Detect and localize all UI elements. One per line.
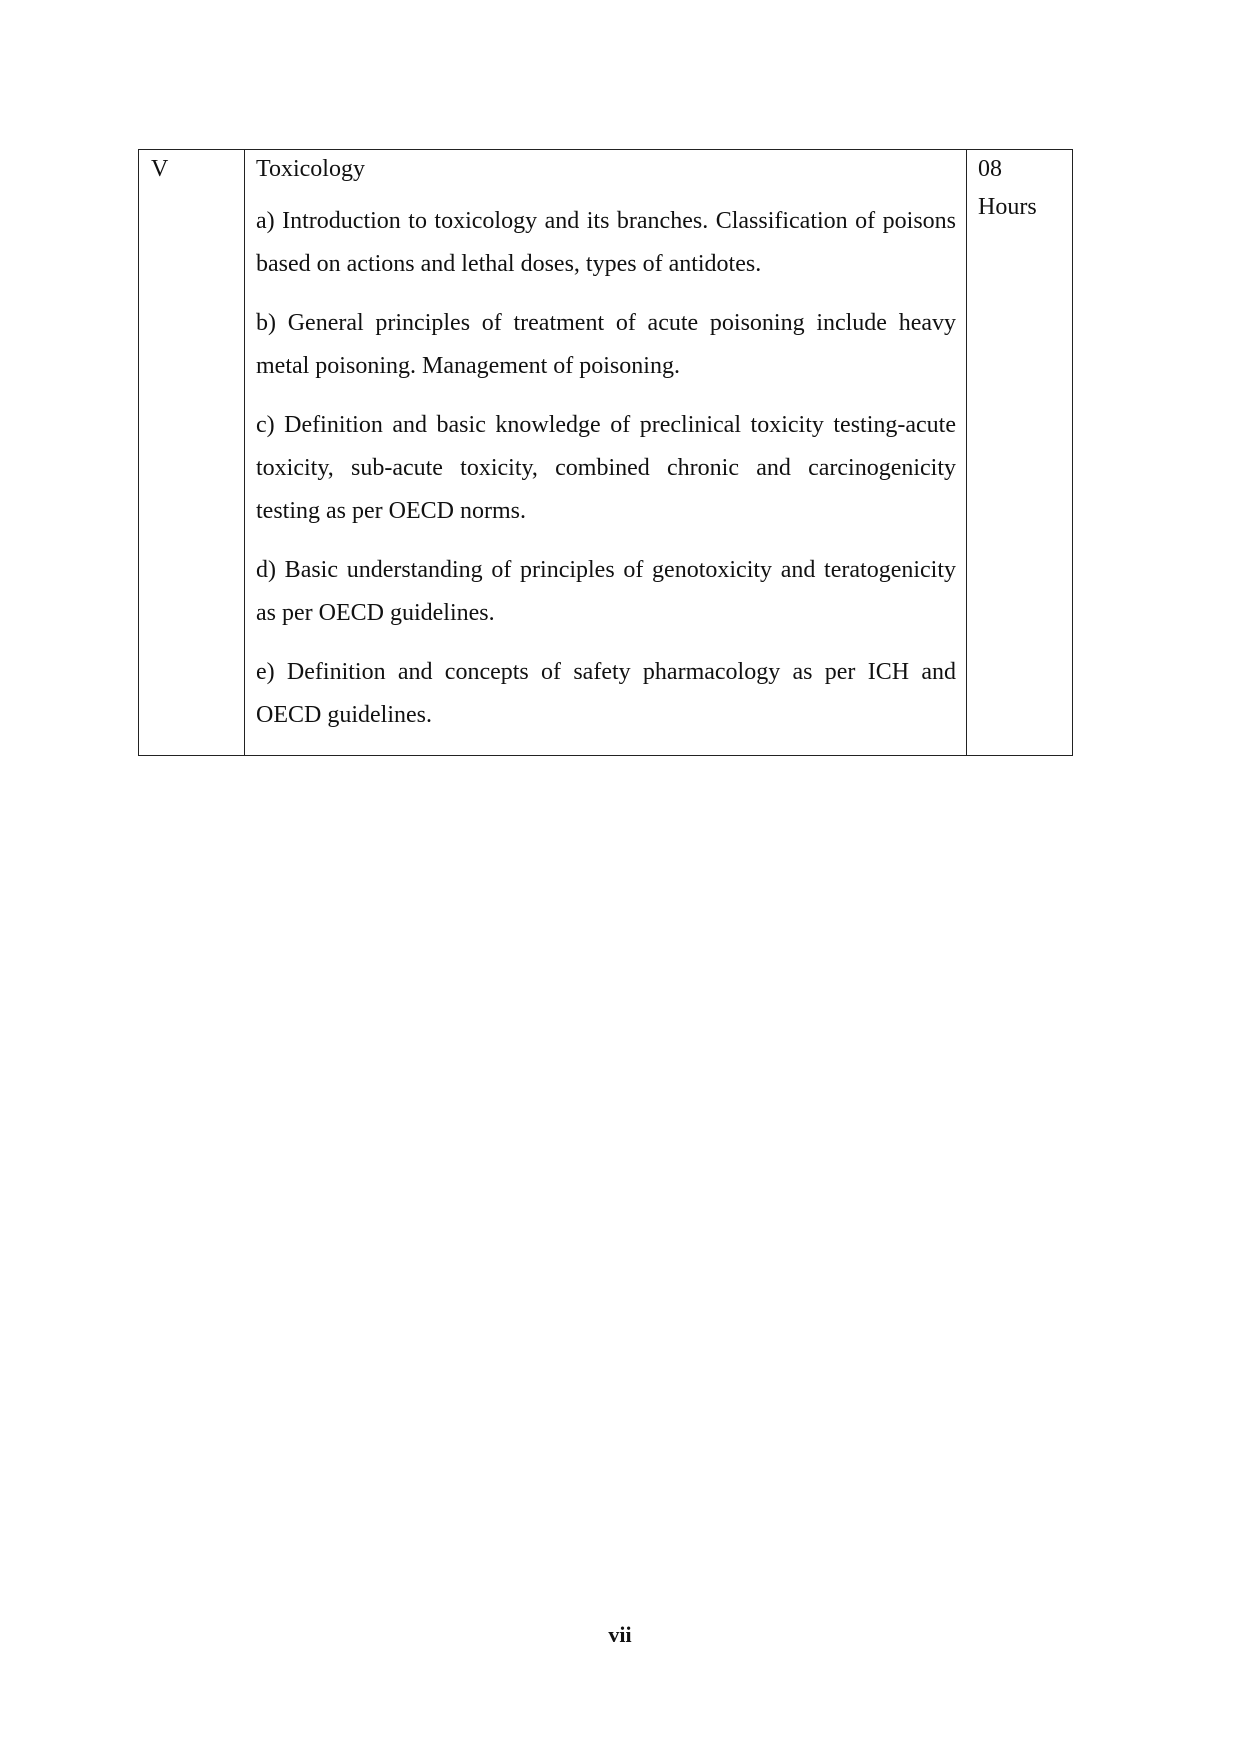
topic-c: c) Definition and basic knowledge of preclinical toxicity testing-acute toxicity, sub-acute toxicity, combined chronic and carcinogenicity testing as per OECD norms. <box>256 412 956 524</box>
topic-d: d) Basic understanding of principles of genotoxicity and teratogenicity as per OECD guidelines. <box>256 557 956 626</box>
unit-title: Toxicology <box>256 156 365 182</box>
hours-label: Hours <box>978 194 1037 220</box>
content-cell <box>245 150 967 756</box>
topic-b: b) General principles of treatment of acute poisoning include heavy metal poisoning. Management of poisoning. <box>256 310 956 379</box>
page-number: vii <box>608 1622 632 1647</box>
unit-cell <box>139 150 245 756</box>
table-row <box>139 150 1073 756</box>
hours-cell <box>967 150 1073 756</box>
topic-a: a) Introduction to toxicology and its branches. Classification of poisons based on actions and lethal doses, types of antidotes. <box>256 208 956 277</box>
syllabus-table <box>138 149 1073 756</box>
unit-number: V <box>151 156 169 182</box>
topic-e: e) Definition and concepts of safety pharmacology as per ICH and OECD guidelines. <box>256 659 956 728</box>
hours-value: 08 <box>978 156 1002 182</box>
